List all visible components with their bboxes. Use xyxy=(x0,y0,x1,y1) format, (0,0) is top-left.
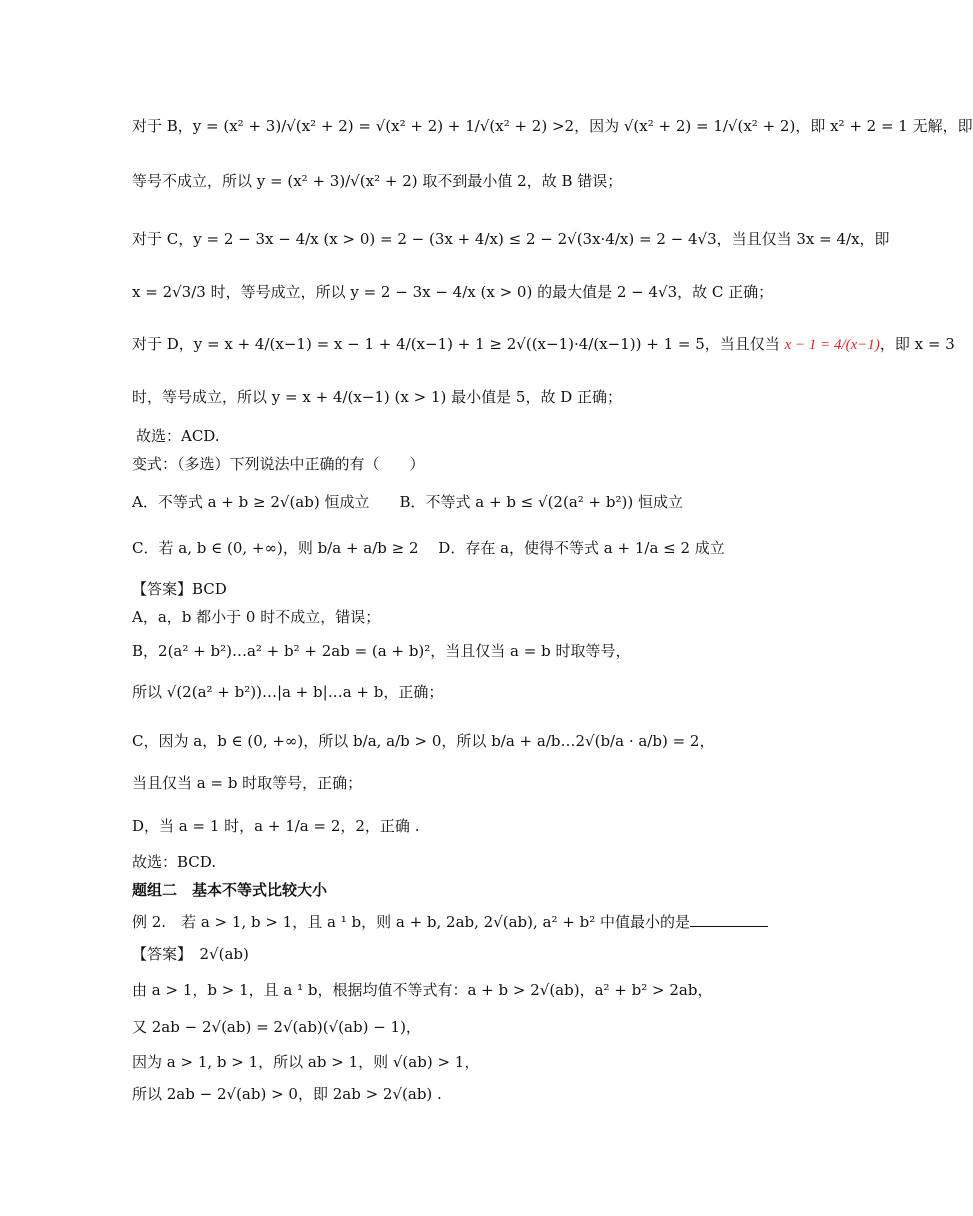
text-line: 对于 B，y = (x² + 3)/√(x² + 2) = √(x² + 2) + 1/√(x² + 2) >2，因为 √(x² + 2) = 1/√(x² + 2)，即 x² + 2 = 1 无解，即 xyxy=(132,117,973,135)
text-line: 对于 D，y = x + 4/(x−1) = x − 1 + 4/(x−1) + 1 ≥ 2√((x−1)·4/(x−1)) + 1 = 5，当且仅当 xyxy=(132,335,780,353)
text-line: 又 2ab − 2√(ab) = 2√(ab)(√(ab) − 1)， xyxy=(132,1018,421,1036)
text-line: 例 2. 若 a > 1, b > 1，且 a ¹ b，则 a + b, 2ab, 2√(ab), a² + b² 中值最小的是 xyxy=(132,913,690,931)
highlighted-condition: x − 1 = 4/(x−1) xyxy=(784,337,880,353)
option-line: C．若 a, b ∈ (0, +∞)，则 b/a + a/b ≥ 2 D．存在 a，使得不等式 a + 1/a ≤ 2 成立 xyxy=(132,539,725,557)
text-line: A，a，b 都小于 0 时不成立，错误； xyxy=(132,608,381,626)
option-line: A．不等式 a + b ≥ 2√(ab) 恒成立 B．不等式 a + b ≤ √(2(a² + b²)) 恒成立 xyxy=(132,493,683,511)
text-line: 所以 √(2(a² + b²))…|a + b|…a + b，正确； xyxy=(132,683,444,701)
text-line: 故选：BCD. xyxy=(132,853,217,871)
text-line: 故选：ACD. xyxy=(136,427,220,445)
answer-label: 【答案】 2√(ab) xyxy=(132,945,249,963)
text-line: 由 a > 1，b > 1，且 a ¹ b，根据均值不等式有：a + b > 2√(ab)，a² + b² > 2ab， xyxy=(132,981,713,999)
answer-label: 【答案】BCD xyxy=(132,580,227,598)
text-line: C，因为 a，b ∈ (0, +∞)，所以 b/a, a/b > 0，所以 b/a + a/b…2√(b/a · a/b) = 2， xyxy=(132,732,715,750)
text-line-d xyxy=(132,333,955,356)
text-line: 等号不成立，所以 y = (x² + 3)/√(x² + 2) 取不到最小值 2，故 B 错误； xyxy=(132,172,623,190)
text-line: B，2(a² + b²)…a² + b² + 2ab = (a + b)²，当且仅当 a = b 时取等号， xyxy=(132,642,631,660)
text-line: 对于 C，y = 2 − 3x − 4/x (x > 0) = 2 − (3x + 4/x) ≤ 2 − 2√(3x·4/x) = 2 − 4√3，当且仅当 3x = 4/x，即 xyxy=(132,230,890,248)
section-heading: 题组二 基本不等式比较大小 xyxy=(132,881,328,899)
text-line: 当且仅当 a = b 时取等号，正确； xyxy=(132,774,363,792)
text-line: 因为 a > 1, b > 1，所以 ab > 1，则 √(ab) > 1， xyxy=(132,1053,480,1071)
text-line: 时，等号成立，所以 y = x + 4/(x−1) (x > 1) 最小值是 5，故 D 正确； xyxy=(132,388,623,406)
text-line: 变式：（多选）下列说法中正确的有（ ） xyxy=(132,455,425,473)
text-line: D，当 a = 1 时，a + 1/a = 2，2，正确 . xyxy=(132,817,420,835)
text-line: x = 2√3/3 时，等号成立，所以 y = 2 − 3x − 4/x (x > 0) 的最大值是 2 − 4√3，故 C 正确； xyxy=(132,283,774,301)
text-line: 所以 2ab − 2√(ab) > 0，即 2ab > 2√(ab) . xyxy=(132,1085,442,1103)
answer-blank xyxy=(690,912,768,927)
example-question xyxy=(132,911,768,933)
text-line-tail: ，即 x = 3 xyxy=(879,335,955,353)
